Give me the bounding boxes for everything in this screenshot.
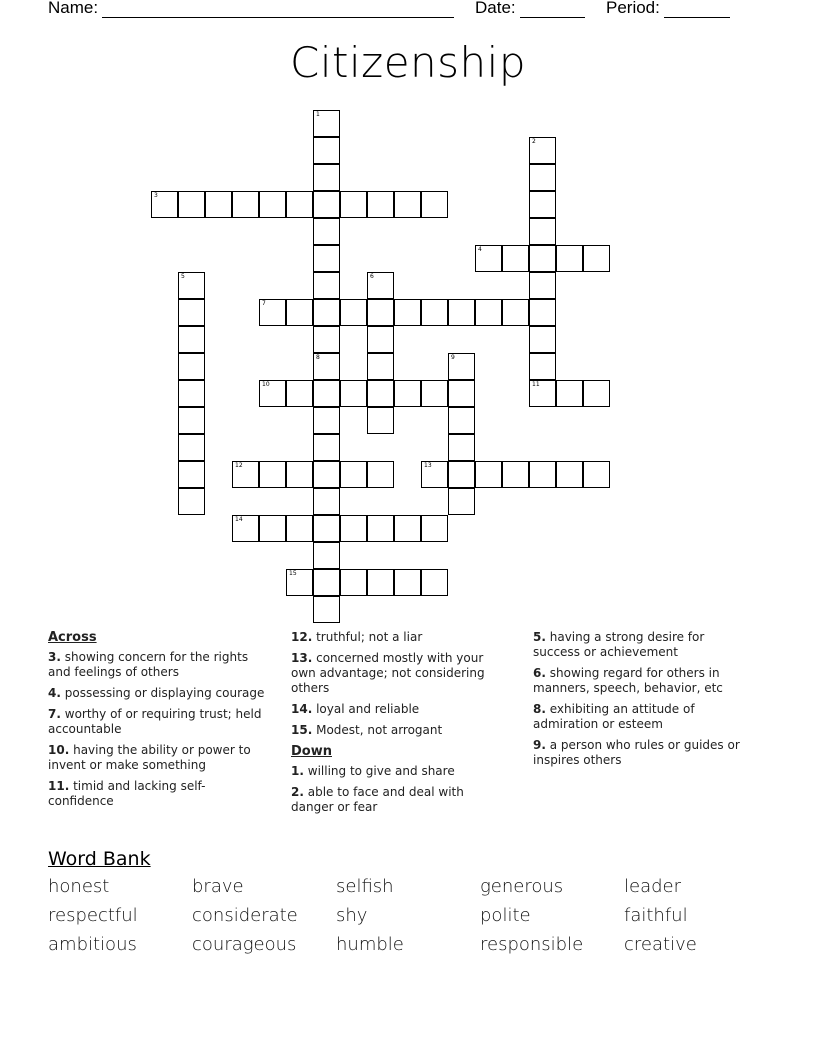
crossword-cell[interactable] bbox=[583, 245, 610, 272]
crossword-cell[interactable] bbox=[178, 299, 205, 326]
crossword-cell[interactable] bbox=[367, 407, 394, 434]
crossword-cell[interactable] bbox=[340, 299, 367, 326]
clue-down-5: 5. having a strong desire for success or achievement bbox=[533, 630, 705, 659]
crossword-cell[interactable] bbox=[178, 191, 205, 218]
crossword-cell[interactable] bbox=[313, 164, 340, 191]
clue-down-9: 9. a person who rules or guides or inspires others bbox=[533, 738, 740, 767]
crossword-cell[interactable] bbox=[286, 191, 313, 218]
crossword-cell[interactable] bbox=[529, 137, 556, 164]
crossword-cell[interactable] bbox=[313, 461, 340, 488]
word-bank bbox=[48, 876, 768, 956]
word-bank-item: courageous bbox=[192, 934, 297, 955]
crossword-cell[interactable] bbox=[340, 461, 367, 488]
crossword-cell[interactable] bbox=[502, 461, 529, 488]
cell-number: 2 bbox=[532, 138, 536, 145]
clues-column-1 bbox=[48, 630, 266, 815]
crossword-cell[interactable] bbox=[313, 299, 340, 326]
name-label: Name: bbox=[48, 0, 99, 17]
clue-down-8: 8. exhibiting an attitude of admiration or esteem bbox=[533, 702, 695, 731]
clue-down-6: 6. showing regard for others in manners, speech, behavior, etc bbox=[533, 666, 723, 695]
crossword-cell[interactable] bbox=[529, 218, 556, 245]
crossword-cell[interactable] bbox=[340, 515, 367, 542]
clue-across-11: 11. timid and lacking self-confidence bbox=[48, 779, 206, 808]
crossword-cell[interactable] bbox=[448, 434, 475, 461]
crossword-cell[interactable] bbox=[178, 380, 205, 407]
down-heading: Down bbox=[291, 744, 332, 759]
clue-across-14: 14. loyal and reliable bbox=[291, 702, 420, 716]
crossword-cell[interactable] bbox=[259, 299, 286, 326]
crossword-cell[interactable] bbox=[313, 380, 340, 407]
crossword-cell[interactable] bbox=[448, 461, 475, 488]
crossword-cell[interactable] bbox=[151, 191, 178, 218]
crossword-cell[interactable] bbox=[286, 461, 313, 488]
crossword-cell[interactable] bbox=[421, 569, 448, 596]
crossword-cell[interactable] bbox=[394, 380, 421, 407]
crossword-cell[interactable] bbox=[421, 461, 448, 488]
crossword-cell[interactable] bbox=[502, 245, 529, 272]
crossword-cell[interactable] bbox=[313, 326, 340, 353]
cell-number: 3 bbox=[154, 192, 158, 199]
crossword-cell[interactable] bbox=[367, 326, 394, 353]
crossword-cell[interactable] bbox=[232, 461, 259, 488]
period-field[interactable] bbox=[606, 0, 730, 18]
clue-across-10: 10. having the ability or power to invent or make something bbox=[48, 743, 251, 772]
crossword-cell[interactable] bbox=[313, 515, 340, 542]
cell-number: 13 bbox=[424, 462, 432, 469]
crossword-cell[interactable] bbox=[178, 272, 205, 299]
date-label: Date: bbox=[475, 0, 516, 17]
crossword-cell[interactable] bbox=[367, 191, 394, 218]
crossword-cell[interactable] bbox=[340, 569, 367, 596]
crossword-cell[interactable] bbox=[178, 407, 205, 434]
crossword-cell[interactable] bbox=[529, 380, 556, 407]
crossword-cell[interactable] bbox=[394, 191, 421, 218]
name-line[interactable] bbox=[102, 3, 454, 18]
page-title: Citizenship bbox=[290, 38, 526, 87]
crossword-cell[interactable] bbox=[475, 299, 502, 326]
cell-number: 4 bbox=[478, 246, 482, 253]
word-bank-item: ambitious bbox=[48, 934, 137, 955]
crossword-cell[interactable] bbox=[313, 245, 340, 272]
cell-number: 10 bbox=[262, 381, 270, 388]
crossword-cell[interactable] bbox=[205, 191, 232, 218]
crossword-cell[interactable] bbox=[232, 191, 259, 218]
crossword-cell[interactable] bbox=[529, 326, 556, 353]
crossword-cell[interactable] bbox=[421, 299, 448, 326]
crossword-cell[interactable] bbox=[556, 461, 583, 488]
crossword-cell[interactable] bbox=[529, 164, 556, 191]
crossword-cell[interactable] bbox=[232, 515, 259, 542]
crossword-cell[interactable] bbox=[529, 353, 556, 380]
crossword-cell[interactable] bbox=[340, 380, 367, 407]
crossword-cell[interactable] bbox=[529, 461, 556, 488]
crossword-cell[interactable] bbox=[313, 110, 340, 137]
crossword-cell[interactable] bbox=[529, 299, 556, 326]
cell-number: 14 bbox=[235, 516, 243, 523]
crossword-cell[interactable] bbox=[367, 380, 394, 407]
clue-down-1: 1. willing to give and share bbox=[291, 764, 455, 778]
period-label: Period: bbox=[606, 0, 660, 17]
crossword-cell[interactable] bbox=[529, 191, 556, 218]
cell-number: 15 bbox=[289, 570, 297, 577]
clue-across-12: 12. truthful; not a liar bbox=[291, 630, 423, 644]
crossword-cell[interactable] bbox=[313, 353, 340, 380]
crossword-cell[interactable] bbox=[178, 488, 205, 515]
crossword-cell[interactable] bbox=[394, 299, 421, 326]
clue-across-7: 7. worthy of or requiring trust; held accountable bbox=[48, 707, 262, 736]
word-bank-item: polite bbox=[480, 905, 531, 926]
crossword-cell[interactable] bbox=[313, 569, 340, 596]
crossword-cell[interactable] bbox=[313, 488, 340, 515]
date-field[interactable] bbox=[475, 0, 585, 18]
crossword-cell[interactable] bbox=[475, 461, 502, 488]
name-field[interactable] bbox=[48, 0, 454, 18]
word-bank-item: responsible bbox=[480, 934, 584, 955]
crossword-cell[interactable] bbox=[367, 515, 394, 542]
crossword-cell[interactable] bbox=[367, 299, 394, 326]
cell-number: 5 bbox=[181, 273, 185, 280]
word-bank-item: considerate bbox=[192, 905, 298, 926]
crossword-cell[interactable] bbox=[178, 353, 205, 380]
cell-number: 6 bbox=[370, 273, 374, 280]
crossword-cell[interactable] bbox=[313, 272, 340, 299]
clues-column-2 bbox=[291, 630, 501, 821]
cell-number: 11 bbox=[532, 381, 540, 388]
crossword-cell[interactable] bbox=[259, 380, 286, 407]
cell-number: 12 bbox=[235, 462, 243, 469]
crossword-cell[interactable] bbox=[313, 191, 340, 218]
crossword-cell[interactable] bbox=[259, 515, 286, 542]
crossword-cell[interactable] bbox=[286, 569, 313, 596]
crossword-cell[interactable] bbox=[421, 380, 448, 407]
period-line[interactable] bbox=[664, 3, 730, 18]
crossword-cell[interactable] bbox=[178, 434, 205, 461]
crossword-cell[interactable] bbox=[421, 515, 448, 542]
word-bank-item: leader bbox=[624, 876, 682, 897]
crossword-cell[interactable] bbox=[583, 380, 610, 407]
crossword-cell[interactable] bbox=[313, 542, 340, 569]
crossword-cell[interactable] bbox=[340, 191, 367, 218]
crossword-cell[interactable] bbox=[286, 299, 313, 326]
clue-across-13: 13. concerned mostly with your own advantage; not considering others bbox=[291, 651, 485, 695]
clues-column-3 bbox=[533, 630, 748, 774]
crossword-cell[interactable] bbox=[529, 245, 556, 272]
across-heading: Across bbox=[48, 630, 97, 645]
crossword-cell[interactable] bbox=[367, 569, 394, 596]
crossword-cell[interactable] bbox=[367, 461, 394, 488]
word-bank-item: honest bbox=[48, 876, 110, 897]
crossword-cell[interactable] bbox=[421, 191, 448, 218]
crossword-cell[interactable] bbox=[448, 407, 475, 434]
crossword-cell[interactable] bbox=[475, 245, 502, 272]
date-line[interactable] bbox=[520, 3, 585, 18]
crossword-cell[interactable] bbox=[313, 407, 340, 434]
word-bank-item: creative bbox=[624, 934, 697, 955]
crossword-cell[interactable] bbox=[502, 299, 529, 326]
crossword-cell[interactable] bbox=[313, 434, 340, 461]
clue-across-4: 4. possessing or displaying courage bbox=[48, 686, 265, 700]
word-bank-item: selfish bbox=[336, 876, 394, 897]
crossword-cell[interactable] bbox=[394, 569, 421, 596]
cell-number: 1 bbox=[316, 111, 320, 118]
crossword-cell[interactable] bbox=[259, 461, 286, 488]
crossword-cell[interactable] bbox=[178, 461, 205, 488]
crossword-cell[interactable] bbox=[313, 218, 340, 245]
crossword-cell[interactable] bbox=[529, 272, 556, 299]
crossword-cell[interactable] bbox=[448, 488, 475, 515]
crossword-cell[interactable] bbox=[313, 596, 340, 623]
crossword-cell[interactable] bbox=[367, 272, 394, 299]
crossword-cell[interactable] bbox=[178, 326, 205, 353]
word-bank-item: humble bbox=[336, 934, 404, 955]
crossword-cell[interactable] bbox=[313, 137, 340, 164]
word-bank-item: faithful bbox=[624, 905, 688, 926]
crossword-cell[interactable] bbox=[394, 515, 421, 542]
crossword-cell[interactable] bbox=[583, 461, 610, 488]
crossword-cell[interactable] bbox=[259, 191, 286, 218]
crossword-cell[interactable] bbox=[448, 299, 475, 326]
word-bank-item: generous bbox=[480, 876, 564, 897]
crossword-cell[interactable] bbox=[448, 380, 475, 407]
crossword-cell[interactable] bbox=[367, 353, 394, 380]
crossword-cell[interactable] bbox=[556, 245, 583, 272]
word-bank-title: Word Bank bbox=[48, 848, 151, 870]
crossword-cell[interactable] bbox=[556, 380, 583, 407]
clue-across-3: 3. showing concern for the rights and feelings of others bbox=[48, 650, 249, 679]
cell-number: 7 bbox=[262, 300, 266, 307]
crossword-cell[interactable] bbox=[448, 353, 475, 380]
word-bank-item: shy bbox=[336, 905, 368, 926]
word-bank-item: brave bbox=[192, 876, 244, 897]
cell-number: 8 bbox=[316, 354, 320, 361]
clue-across-15: 15. Modest, not arrogant bbox=[291, 723, 443, 737]
clue-down-2: 2. able to face and deal with danger or fear bbox=[291, 785, 464, 814]
word-bank-item: respectful bbox=[48, 905, 138, 926]
crossword-cell[interactable] bbox=[286, 380, 313, 407]
cell-number: 9 bbox=[451, 354, 455, 361]
crossword-cell[interactable] bbox=[286, 515, 313, 542]
